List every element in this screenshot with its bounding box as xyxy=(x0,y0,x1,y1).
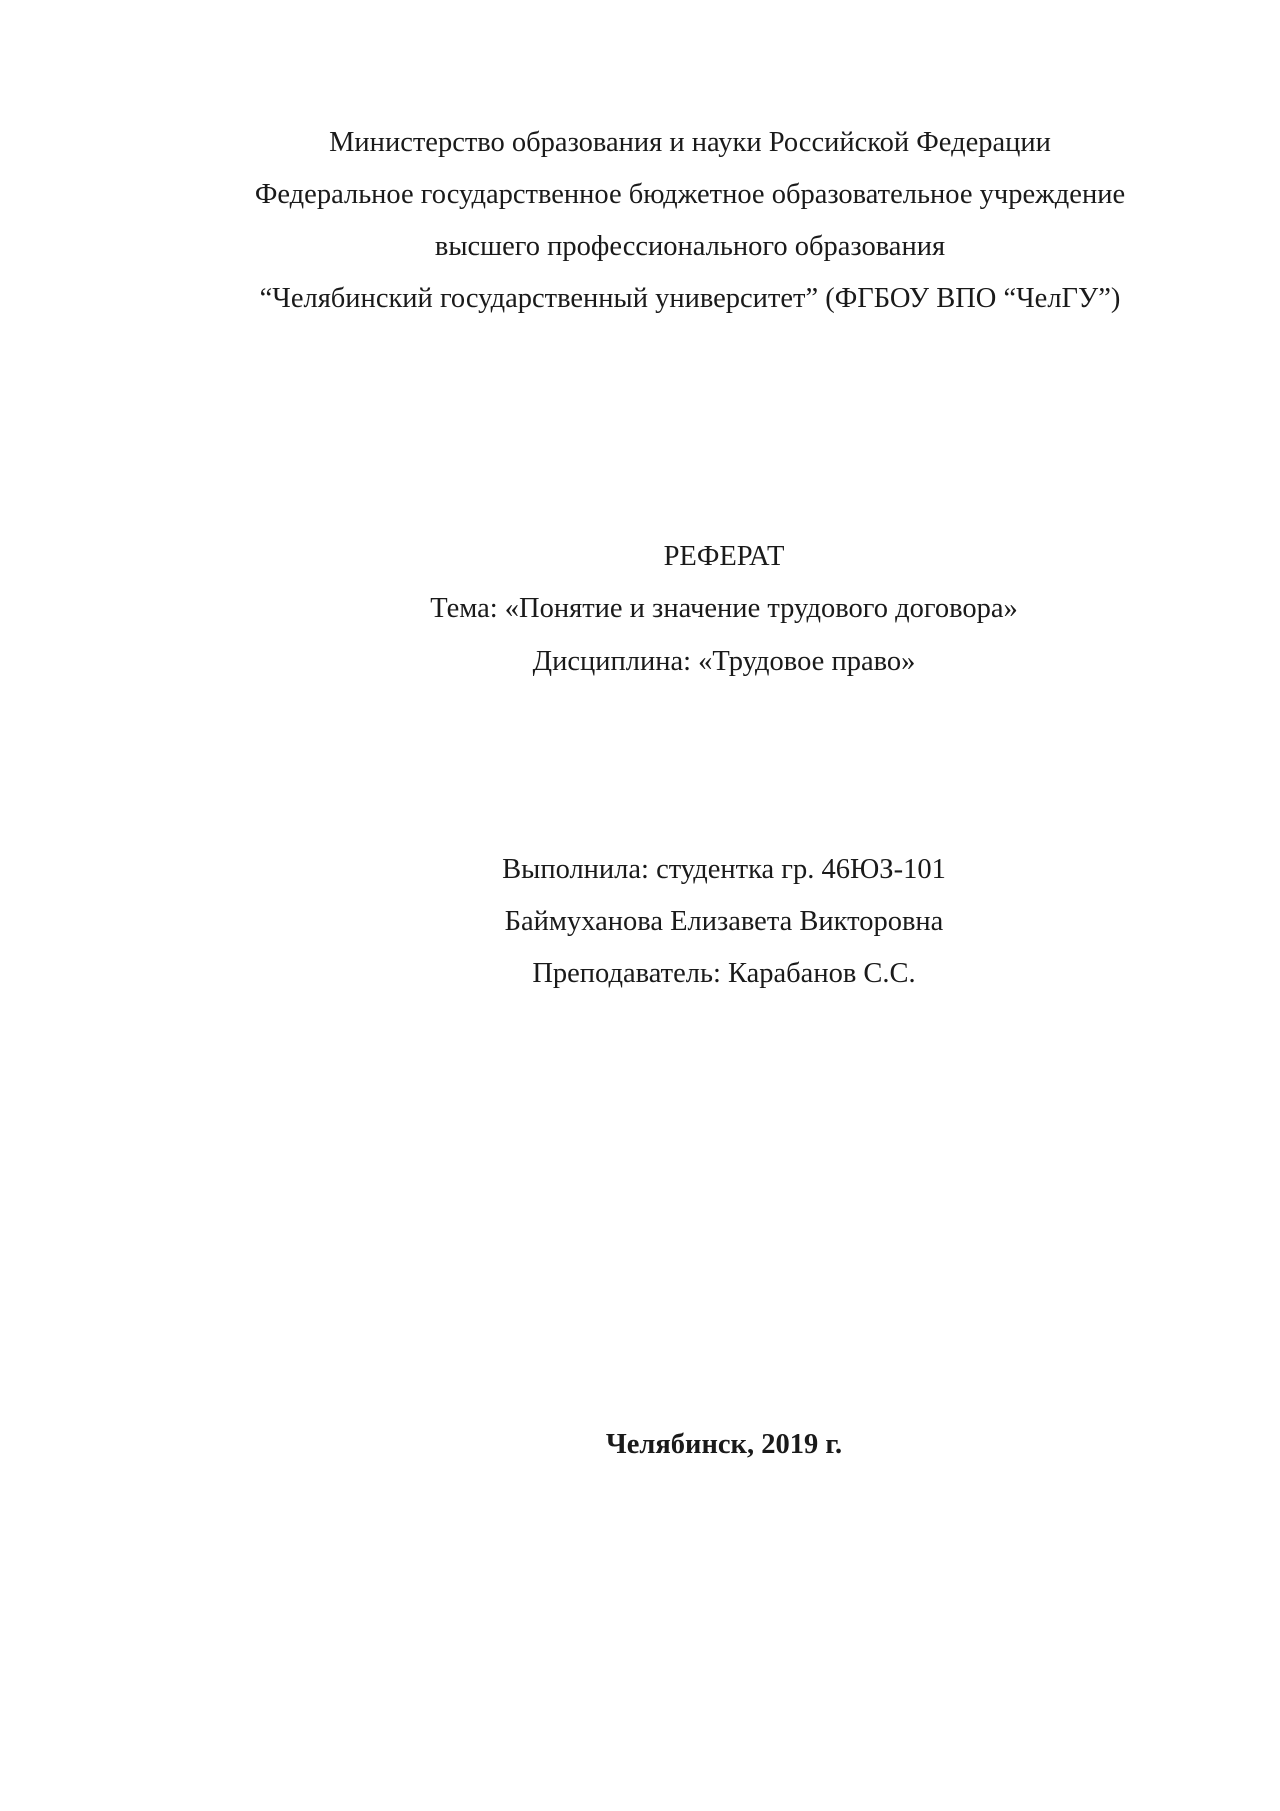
institution-type-line: Федеральное государственное бюджетное образовательное учреждение xyxy=(254,179,1126,210)
education-level-line: высшего профессионального образования xyxy=(434,231,946,262)
university-line: “Челябинский государственный университет” (ФГБОУ ВПО “ЧелГУ”) xyxy=(259,283,1121,314)
ministry-line: Министерство образования и науки Российской Федерации xyxy=(329,127,1051,158)
city-year-line: Челябинск, 2019 г. xyxy=(605,1429,843,1460)
topic-line: Тема: «Понятие и значение трудового договора» xyxy=(430,593,1018,624)
doc-type-title: РЕФЕРАТ xyxy=(663,541,785,572)
discipline-line: Дисциплина: «Трудовое право» xyxy=(532,646,916,677)
performed-by-line: Выполнила: студентка гр. 46ЮЗ-101 xyxy=(502,854,946,885)
teacher-line: Преподаватель: Карабанов С.С. xyxy=(532,958,916,989)
student-name-line: Баймуханова Елизавета Викторовна xyxy=(504,906,944,937)
